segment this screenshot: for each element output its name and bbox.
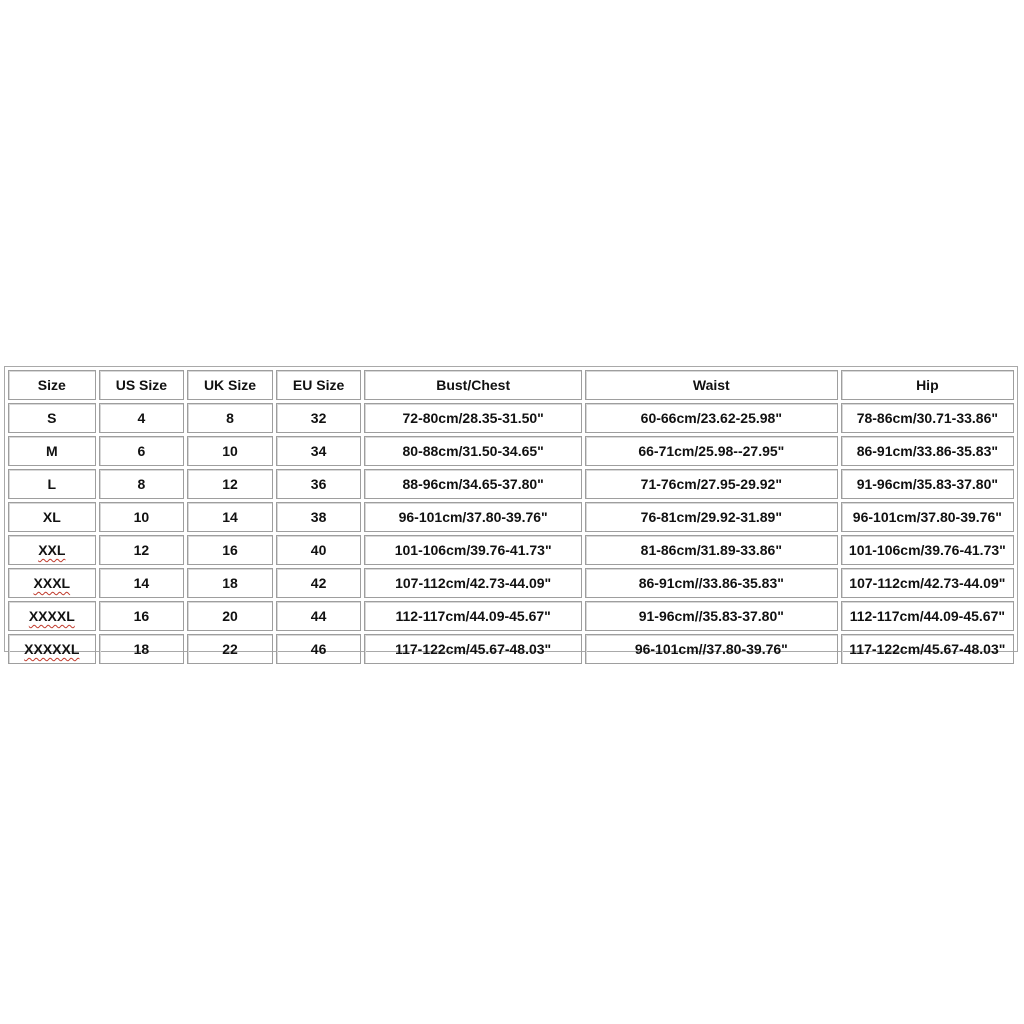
- cell-eu-size: 44: [276, 601, 362, 631]
- cell-hip: 117-122cm/45.67-48.03": [841, 634, 1014, 664]
- cell-size: M: [8, 436, 96, 466]
- cell-size: [8, 535, 96, 565]
- size-label-xxxxxl: XXXXXL: [24, 641, 80, 657]
- table-row: [8, 634, 1014, 664]
- cell-hip: 101-106cm/39.76-41.73": [841, 535, 1014, 565]
- size-label-xxxl: XXXL: [33, 575, 71, 591]
- cell-hip: 112-117cm/44.09-45.67": [841, 601, 1014, 631]
- cell-eu-size: 36: [276, 469, 362, 499]
- header-uk-size: UK Size: [187, 370, 273, 400]
- cell-hip: 96-101cm/37.80-39.76": [841, 502, 1014, 532]
- cell-uk-size: 20: [187, 601, 273, 631]
- header-bust-chest: Bust/Chest: [364, 370, 582, 400]
- cell-us-size: 4: [99, 403, 185, 433]
- table-row: [8, 502, 1014, 532]
- cell-bust-chest: 101-106cm/39.76-41.73": [364, 535, 582, 565]
- cell-eu-size: 34: [276, 436, 362, 466]
- cell-uk-size: 10: [187, 436, 273, 466]
- cell-waist: 76-81cm/29.92-31.89": [585, 502, 838, 532]
- size-chart: [4, 366, 1018, 657]
- cell-us-size: 14: [99, 568, 185, 598]
- cell-uk-size: 14: [187, 502, 273, 532]
- cell-waist: 66-71cm/25.98--27.95": [585, 436, 838, 466]
- cell-waist: 81-86cm/31.89-33.86": [585, 535, 838, 565]
- cell-uk-size: 16: [187, 535, 273, 565]
- header-hip: Hip: [841, 370, 1014, 400]
- cell-uk-size: 12: [187, 469, 273, 499]
- cell-waist: 96-101cm//37.80-39.76": [585, 634, 838, 664]
- table-header-row: [8, 370, 1014, 400]
- cell-us-size: 18: [99, 634, 185, 664]
- cell-uk-size: 8: [187, 403, 273, 433]
- table-row: [8, 568, 1014, 598]
- cell-eu-size: 32: [276, 403, 362, 433]
- cell-hip: 78-86cm/30.71-33.86": [841, 403, 1014, 433]
- cell-size: S: [8, 403, 96, 433]
- cell-bust-chest: 88-96cm/34.65-37.80": [364, 469, 582, 499]
- cell-waist: 91-96cm//35.83-37.80": [585, 601, 838, 631]
- cell-size: [8, 601, 96, 631]
- cell-us-size: 8: [99, 469, 185, 499]
- cell-bust-chest: 117-122cm/45.67-48.03": [364, 634, 582, 664]
- cell-waist: 71-76cm/27.95-29.92": [585, 469, 838, 499]
- header-eu-size: EU Size: [276, 370, 362, 400]
- table-row: [8, 469, 1014, 499]
- cell-size: L: [8, 469, 96, 499]
- cell-eu-size: 46: [276, 634, 362, 664]
- size-label-xxl: XXL: [38, 542, 66, 558]
- table-row: [8, 436, 1014, 466]
- header-size: Size: [8, 370, 96, 400]
- cell-us-size: 12: [99, 535, 185, 565]
- cell-bust-chest: 112-117cm/44.09-45.67": [364, 601, 582, 631]
- size-label-xxxxl: XXXXL: [28, 608, 75, 624]
- table-row: [8, 403, 1014, 433]
- cell-us-size: 6: [99, 436, 185, 466]
- cell-waist: 86-91cm//33.86-35.83": [585, 568, 838, 598]
- cell-bust-chest: 96-101cm/37.80-39.76": [364, 502, 582, 532]
- cell-bust-chest: 107-112cm/42.73-44.09": [364, 568, 582, 598]
- header-waist: Waist: [585, 370, 838, 400]
- table-row: [8, 535, 1014, 565]
- cell-size: [8, 568, 96, 598]
- cell-bust-chest: 80-88cm/31.50-34.65": [364, 436, 582, 466]
- cell-size: XL: [8, 502, 96, 532]
- cell-hip: 86-91cm/33.86-35.83": [841, 436, 1014, 466]
- size-table: [5, 367, 1017, 667]
- cell-us-size: 16: [99, 601, 185, 631]
- cell-us-size: 10: [99, 502, 185, 532]
- cell-size: [8, 634, 96, 664]
- header-us-size: US Size: [99, 370, 185, 400]
- cell-waist: 60-66cm/23.62-25.98": [585, 403, 838, 433]
- table-row: [8, 601, 1014, 631]
- cell-bust-chest: 72-80cm/28.35-31.50": [364, 403, 582, 433]
- cell-uk-size: 22: [187, 634, 273, 664]
- cell-hip: 91-96cm/35.83-37.80": [841, 469, 1014, 499]
- cell-hip: 107-112cm/42.73-44.09": [841, 568, 1014, 598]
- cell-eu-size: 40: [276, 535, 362, 565]
- cell-uk-size: 18: [187, 568, 273, 598]
- cell-eu-size: 38: [276, 502, 362, 532]
- cell-eu-size: 42: [276, 568, 362, 598]
